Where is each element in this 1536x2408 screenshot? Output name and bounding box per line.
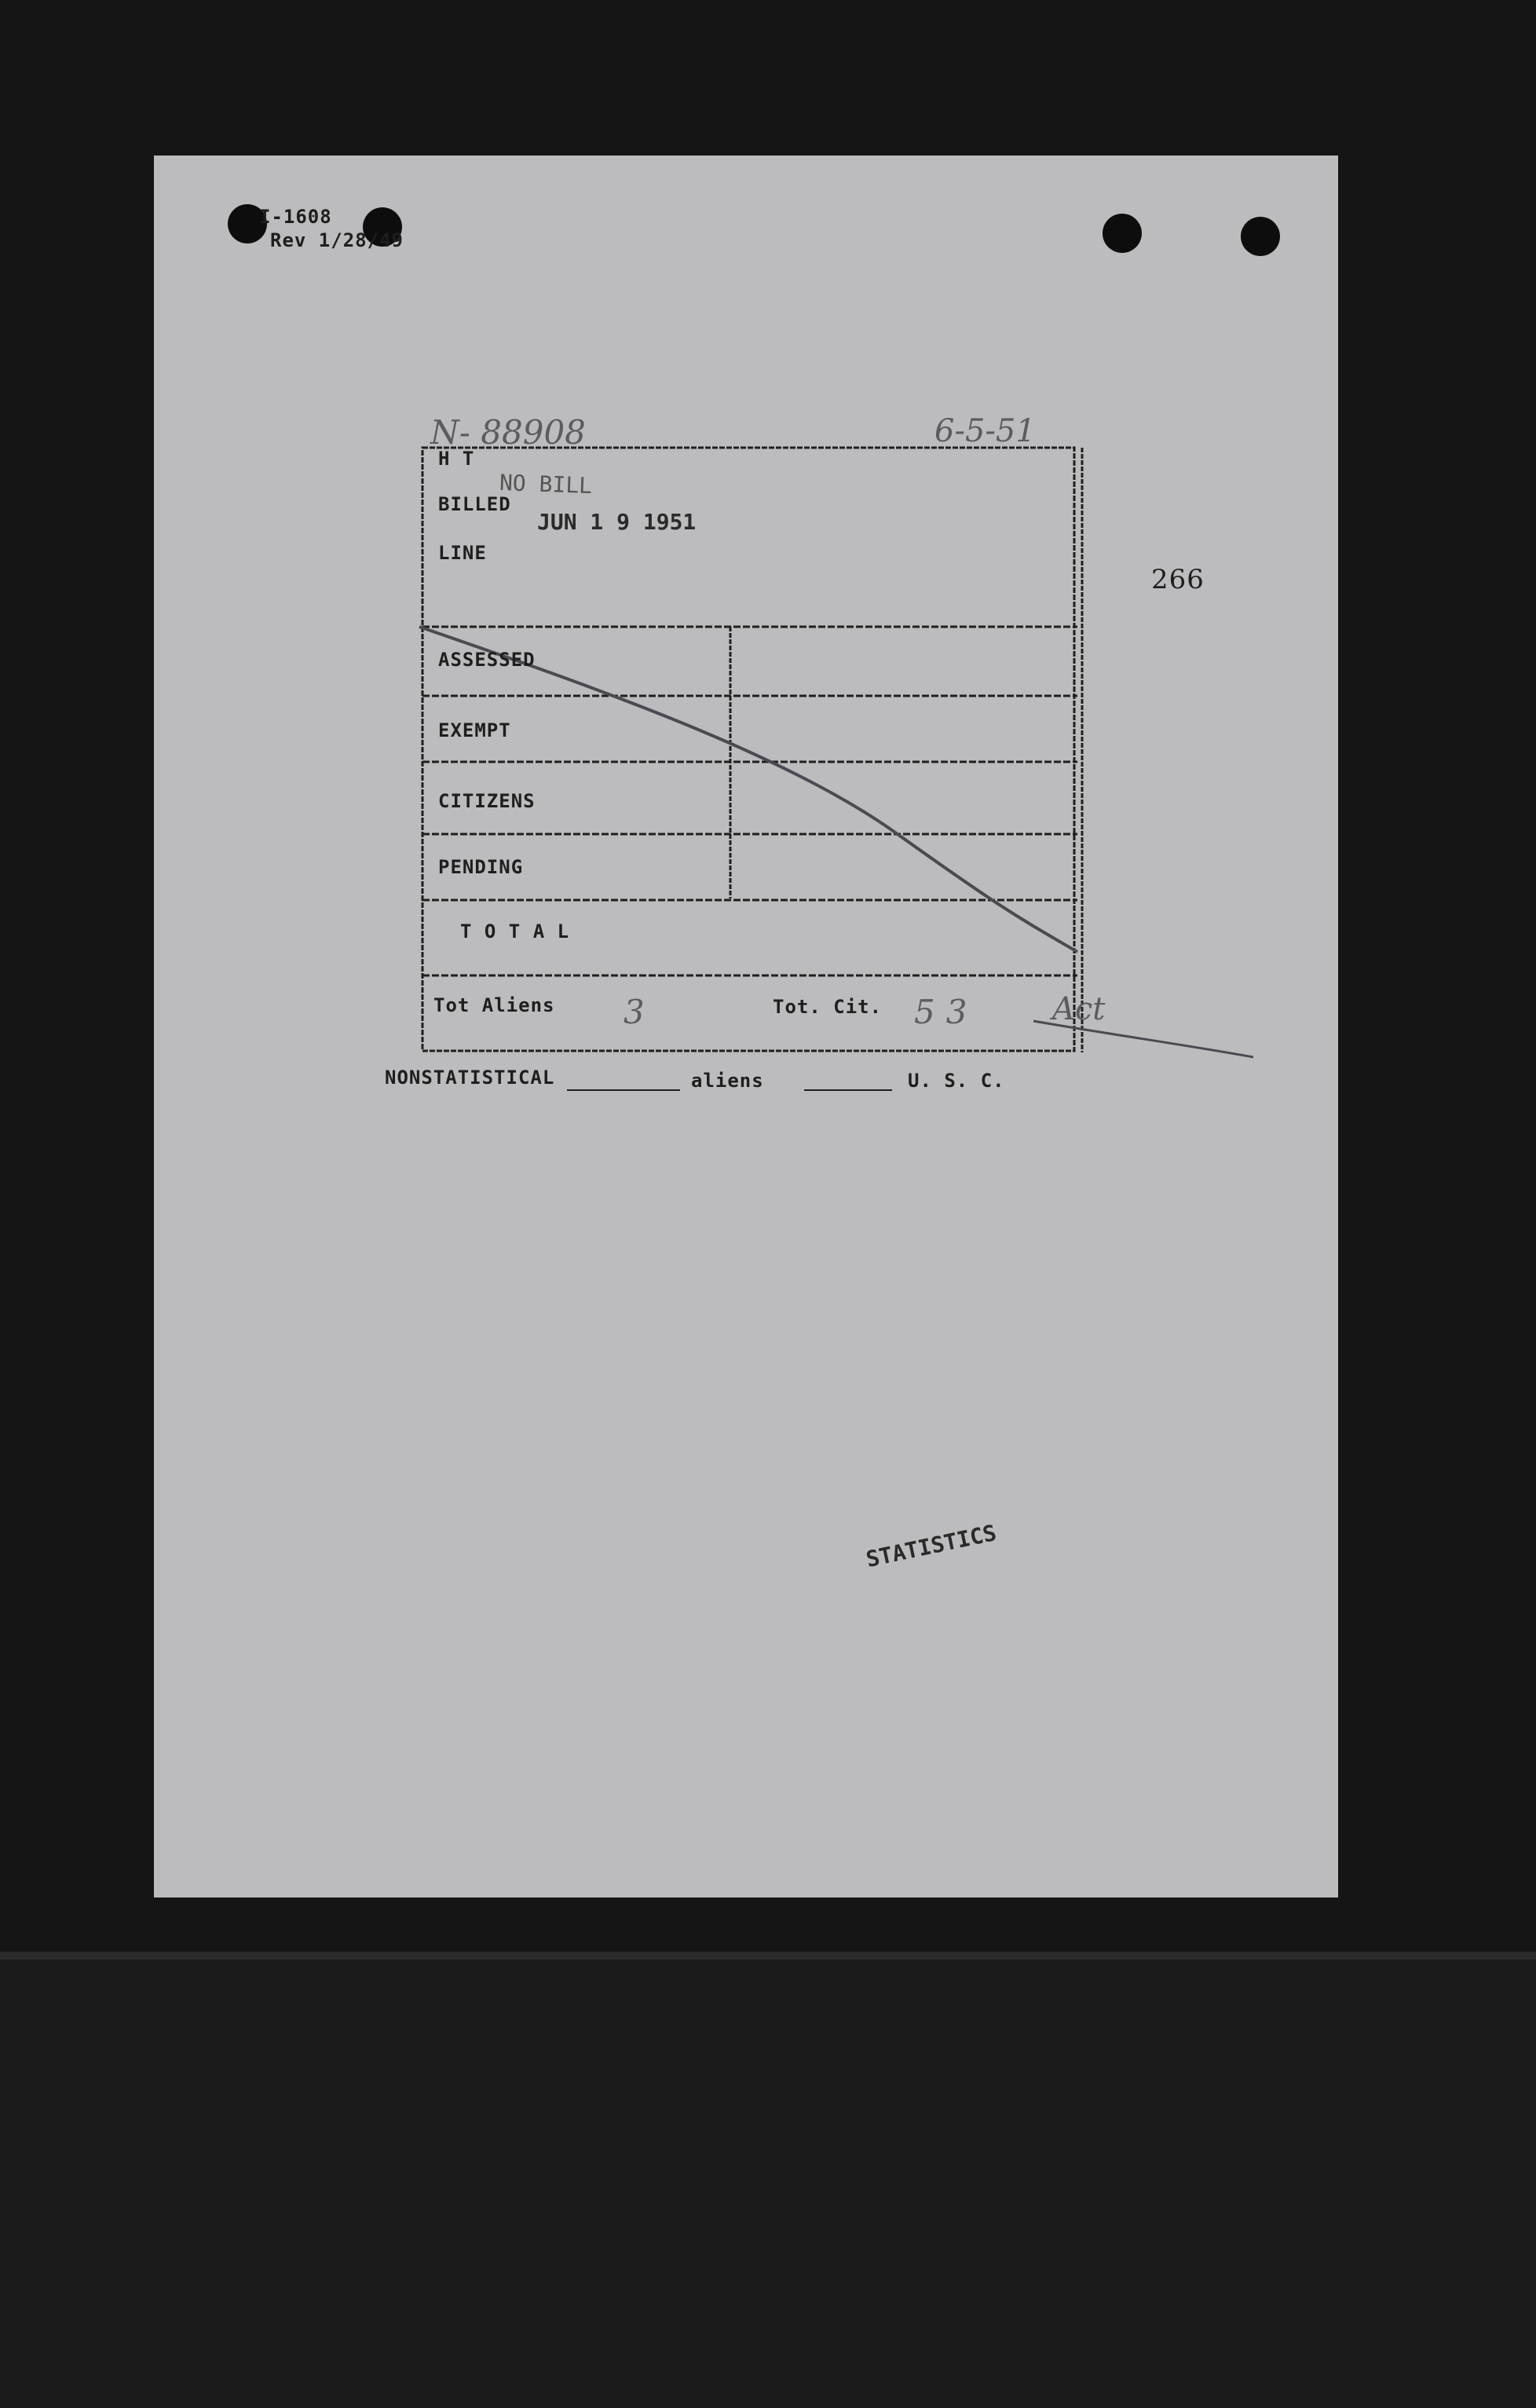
- statistics-stamp: STATISTICS: [864, 1519, 999, 1573]
- initials-signature: Act: [1052, 991, 1106, 1027]
- tot-cit-value: 53: [914, 993, 978, 1031]
- billed-label: BILLED: [438, 493, 511, 515]
- form-number: I-1608: [259, 206, 332, 228]
- pending-label: PENDING: [438, 856, 524, 878]
- aliens-label: aliens: [691, 1070, 764, 1092]
- page-number: 266: [1151, 564, 1205, 595]
- handwritten-date: 6-5-51: [934, 413, 1036, 449]
- citizens-label: CITIZENS: [438, 790, 536, 812]
- usc-label: U. S. C.: [908, 1070, 1005, 1092]
- ht-label: H T: [438, 448, 475, 470]
- assessed-label: ASSESSED: [438, 649, 536, 671]
- nonstatistical-label: NONSTATISTICAL: [385, 1067, 555, 1089]
- file-number: N- 88908: [430, 413, 586, 452]
- tot-cit-label: Tot. Cit.: [773, 996, 883, 1018]
- form-revision: Rev 1/28/49: [270, 229, 404, 251]
- line-label: LINE: [438, 542, 487, 564]
- exempt-label: EXEMPT: [438, 719, 511, 741]
- total-label: T O T A L: [460, 920, 570, 942]
- tot-aliens-value: 3: [624, 993, 645, 1031]
- no-bill-stamp: NO BILL: [499, 469, 593, 500]
- tot-aliens-label: Tot Aliens: [433, 994, 555, 1016]
- billed-date-stamp: JUN 1 9 1951: [537, 509, 697, 535]
